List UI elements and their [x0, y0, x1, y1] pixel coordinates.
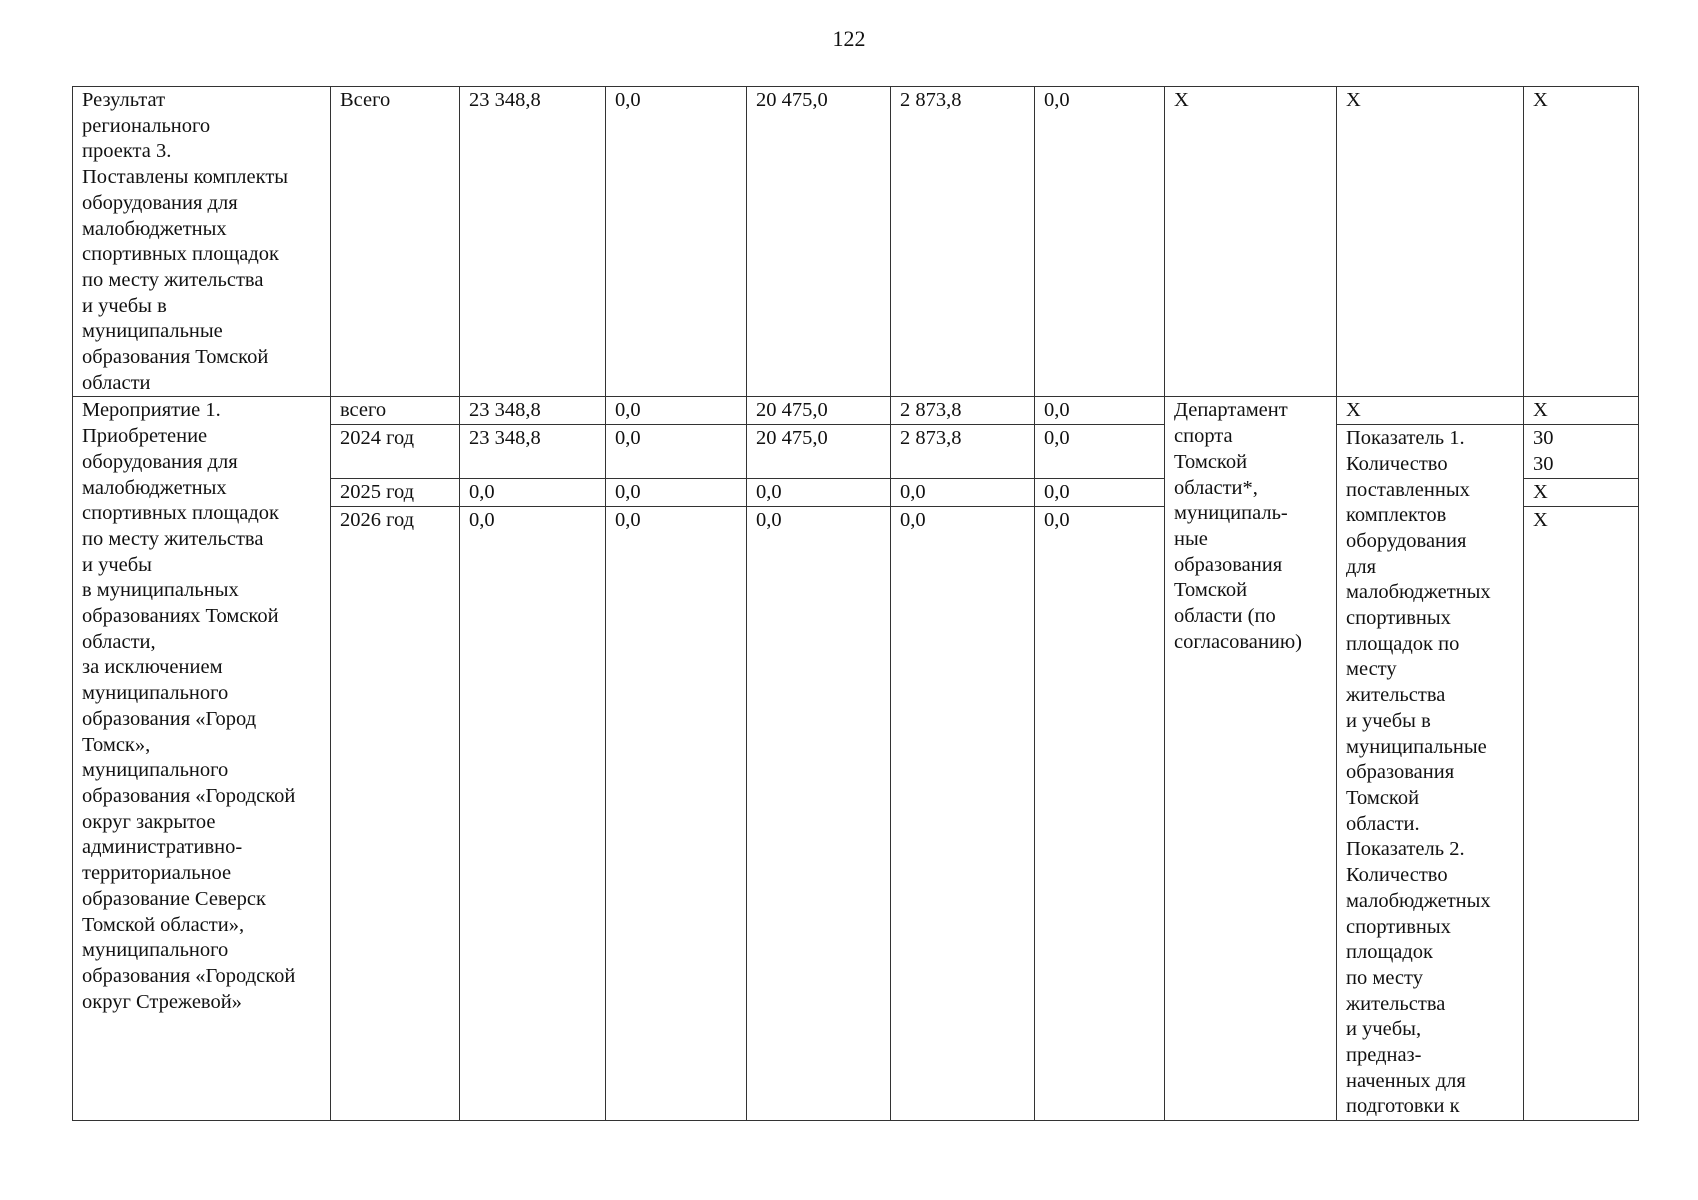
value-cell: 20 475,0: [747, 425, 891, 479]
table-row: [73, 397, 1639, 425]
indicator-value-cell: Х: [1524, 397, 1639, 425]
value-cell: 0,0: [606, 507, 747, 1121]
value-cell: 0,0: [460, 507, 606, 1121]
value-cell: 0,0: [606, 425, 747, 479]
value-cell: 0,0: [606, 479, 747, 507]
table-row: [73, 87, 1639, 397]
indicator-cell: Х: [1337, 87, 1524, 397]
value-cell: 20 475,0: [747, 397, 891, 425]
value-cell: 23 348,8: [460, 87, 606, 397]
value-cell: 2 873,8: [891, 87, 1035, 397]
value-cell: 0,0: [460, 479, 606, 507]
indicator-cell: Х: [1337, 397, 1524, 425]
period-cell: Всего: [331, 87, 460, 397]
indicator-value-cell: Х: [1524, 479, 1639, 507]
value-cell: 2 873,8: [891, 397, 1035, 425]
indicator-value-cell: 30 30: [1524, 425, 1639, 479]
period-cell: 2025 год: [331, 479, 460, 507]
value-cell: 2 873,8: [891, 425, 1035, 479]
value-cell: 0,0: [606, 397, 747, 425]
value-cell: 0,0: [747, 507, 891, 1121]
value-cell: 0,0: [747, 479, 891, 507]
value-cell: 0,0: [1035, 425, 1165, 479]
result-name-cell: Результат регионального проекта 3. Поставлены комплекты оборудования для малобюджетных спортивных площадок по месту жительства и учебы в муниципальные образования Томской области: [73, 87, 331, 397]
value-cell: 0,0: [891, 507, 1035, 1121]
value-cell: 0,0: [1035, 479, 1165, 507]
value-cell: 23 348,8: [460, 397, 606, 425]
period-cell: 2026 год: [331, 507, 460, 1121]
page-number: 122: [832, 26, 866, 51]
value-cell: 0,0: [1035, 397, 1165, 425]
executor-cell: Департамент спорта Томской области*, муниципаль- ные образования Томской области (по согласованию): [1165, 397, 1337, 1121]
period-cell: 2024 год: [331, 425, 460, 479]
value-cell: 0,0: [1035, 507, 1165, 1121]
value-cell: 23 348,8: [460, 425, 606, 479]
value-cell: 0,0: [1035, 87, 1165, 397]
value-cell: 0,0: [891, 479, 1035, 507]
executor-cell: Х: [1165, 87, 1337, 397]
budget-table: [72, 86, 1639, 1121]
indicator-value-cell: Х: [1524, 87, 1639, 397]
indicator-value-cell: Х: [1524, 507, 1639, 1121]
event-name-cell: Мероприятие 1. Приобретение оборудования для малобюджетных спортивных площадок по месту жительства и учебы в муниципальных образованиях Томской области, за исключением муниципального образования «Город Томск», муниципального образования «Городской округ закрытое административно- территориальное образование Северск Томской области», муниципального образования «Городской округ Стрежевой»: [73, 397, 331, 1121]
indicator-text-cell: Показатель 1. Количество поставленных комплектов оборудования для малобюджетных спортивных площадок по месту жительства и учебы в муниципальные образования Томской области. Показатель 2. Количество малобюджетных спортивных площадок по месту жительства и учебы, предназ- наченных для подготовки к: [1337, 425, 1524, 1121]
period-cell: всего: [331, 397, 460, 425]
value-cell: 20 475,0: [747, 87, 891, 397]
value-cell: 0,0: [606, 87, 747, 397]
